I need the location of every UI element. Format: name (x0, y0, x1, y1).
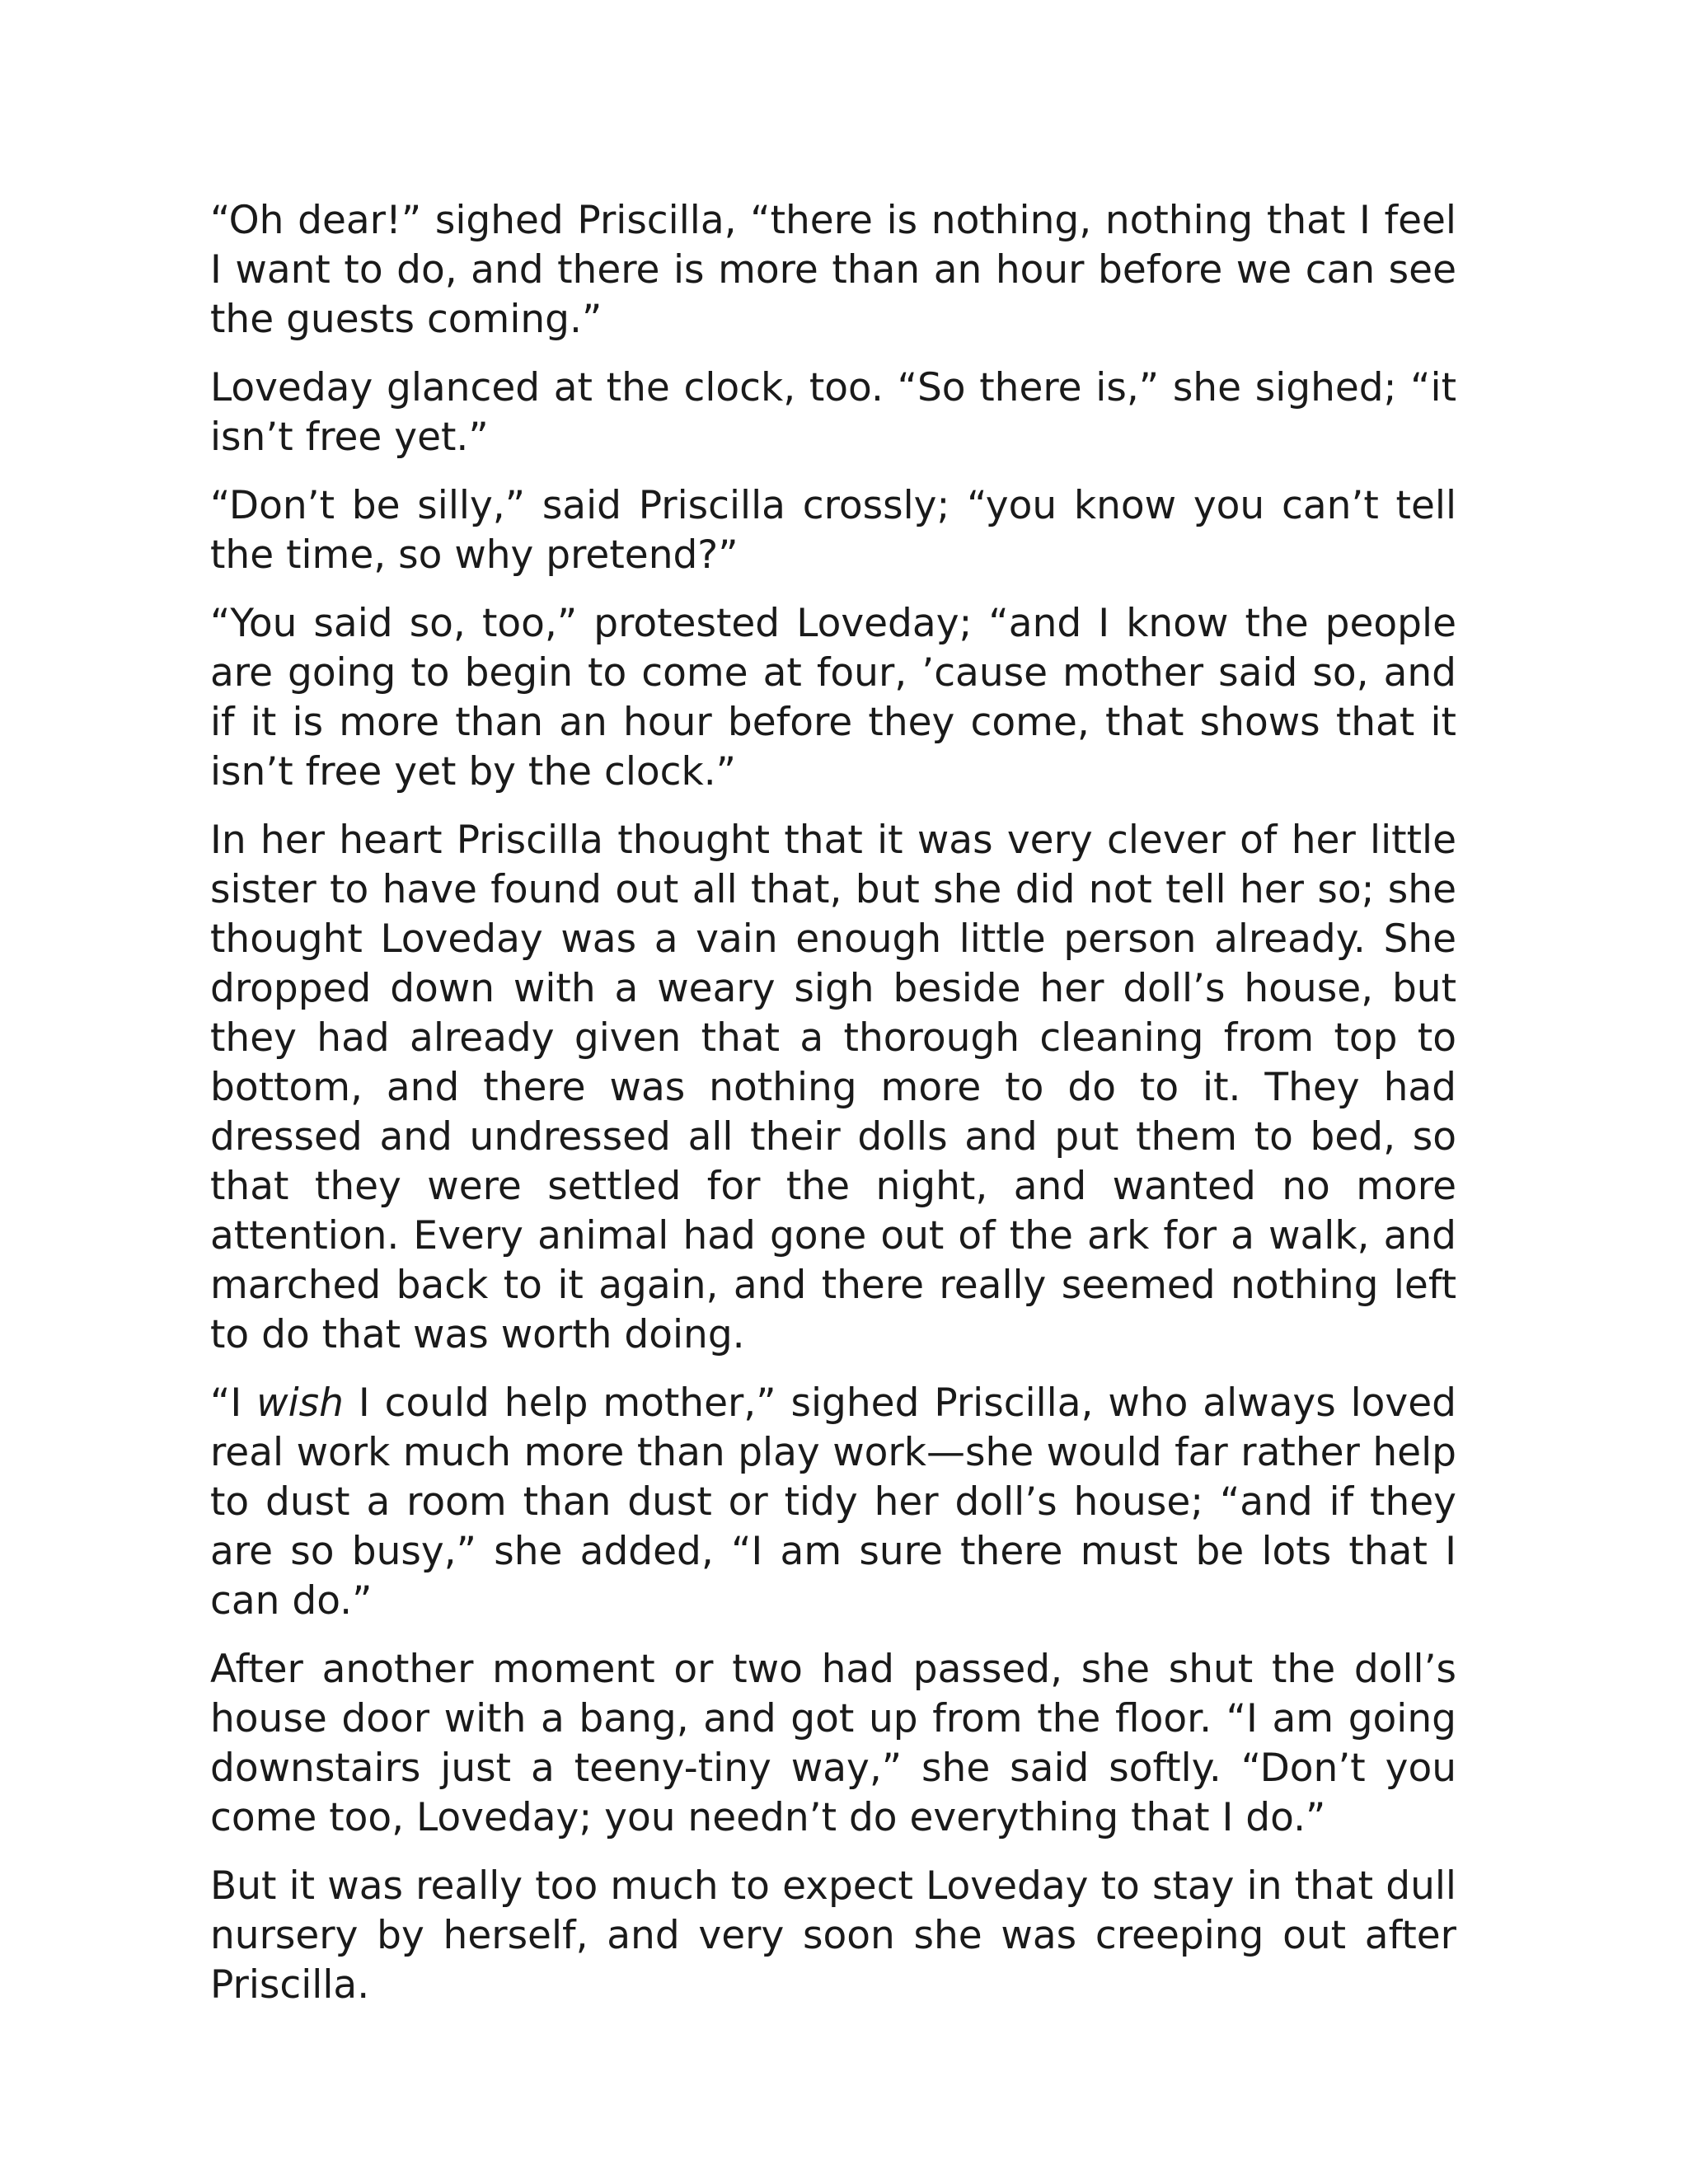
paragraph-7: After another moment or two had passed, she shut the doll’s house door with a bang, and got up from the floor. “I am going downstairs just a teeny-tiny way,” she said softly. “Don’t you come too, Loveday; you needn’t do everything that I do.” (210, 1647, 1456, 1840)
emphasized-word: wish (256, 1380, 344, 1426)
paragraph-6-rest: I could help mother,” sighed Priscilla, who always loved real work much more than play work—she would far rather help to dust a room than dust or tidy her doll’s house; “and if they are so busy,” she added, “I am sure there must be lots that I can do.” (210, 1380, 1456, 1624)
paragraph-6-start: “I (210, 1380, 257, 1426)
story-text (210, 196, 1456, 2010)
paragraph-2: Loveday glanced at the clock, too. “So there is,” she sighed; “it isn’t free yet.” (210, 365, 1456, 460)
paragraph-8: But it was really too much to expect Loveday to stay in that dull nursery by herself, and very soon she was creeping out after Priscilla. (210, 1863, 1456, 2008)
paragraph-3: “Don’t be silly,” said Priscilla crossly; “you know you can’t tell the time, so why pretend?” (210, 483, 1456, 578)
paragraph-4: “You said so, too,” protested Loveday; “and I know the people are going to begin to come at four, ’cause mother said so, and if it is more than an hour before they come, that shows that it isn’t free yet by the clock.” (210, 601, 1456, 794)
paragraph-1: “Oh dear!” sighed Priscilla, “there is nothing, nothing that I feel I want to do, and there is more than an hour before we can see the guests coming.” (210, 198, 1456, 342)
paragraph-5: In her heart Priscilla thought that it was very clever of her little sister to have found out all that, but she did not tell her so; she thought Loveday was a vain enough little person already. She dropped down with a weary sigh beside her doll’s house, but they had already given that a thorough cleaning from top to bottom, and there was nothing more to do to it. They had dressed and undressed all their dolls and put them to bed, so that they were settled for the night, and wanted no more attention. Every animal had gone out of the ark for a walk, and marched back to it again, and there really seemed nothing left to do that was worth doing. (210, 818, 1456, 1357)
paragraph-6 (210, 1379, 1456, 1626)
